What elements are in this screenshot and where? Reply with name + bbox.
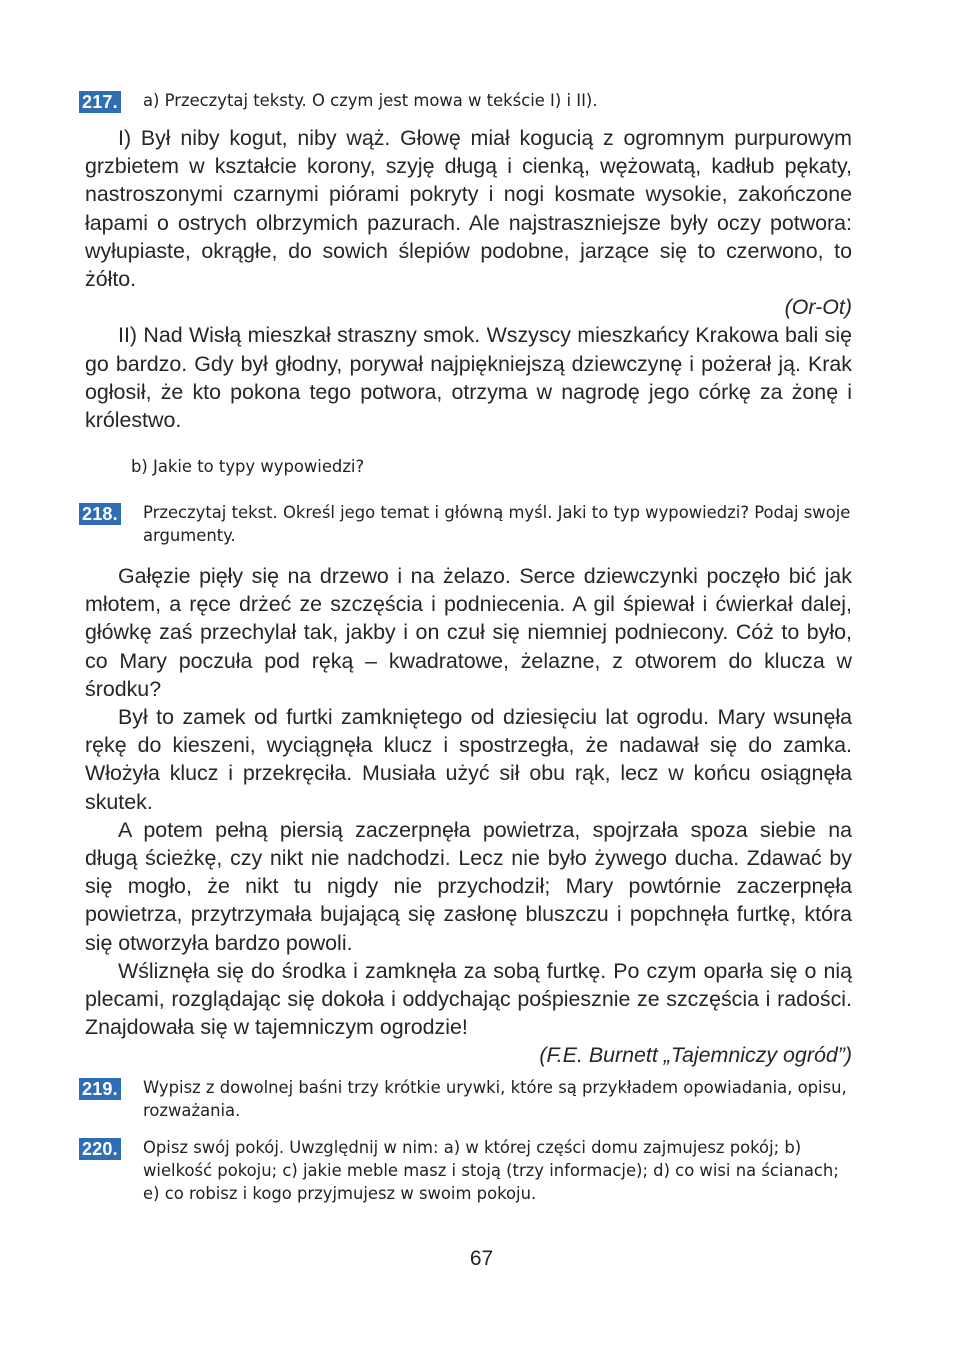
task-instruction: a) Przeczytaj teksty. O czym jest mowa w tekście I) i II). bbox=[143, 91, 598, 110]
paragraph: I) Był niby kogut, niby wąż. Głowę miał kogucią z ogromnym purpurowym grzbietem w kształcie korony, szyję długą i cienką, wężowatą, kadłub pękaty, nastroszonymi czarnymi piórami pokryty i nogi kosmate wysokie, zakończone łapami o ostrych olbrzymich pazurach. Ale najstraszniejsze były oczy potwora: wyłupiaste, okrągłe, do sowich ślepiów podobne, jarzące się to czerwono, to żółto. bbox=[85, 126, 852, 292]
task-instruction: b) Jakie to typy wypowiedzi? bbox=[131, 457, 365, 476]
task-instruction: Przeczytaj tekst. Określ jego temat i główną myśl. Jaki to typ wypowiedzi? Podaj swoje argumenty. bbox=[143, 503, 851, 545]
source-citation: (Or-Ot) bbox=[784, 295, 852, 320]
task-instruction: Opisz swój pokój. Uwzględnij w nim: a) w której części domu zajmujesz pokój; b) wielkość pokoju; c) jakie meble masz i stoją (trzy informacje); d) co wisi na ścianach; e) co robisz i kogo przyjmujesz w swoim pokoju. bbox=[143, 1138, 839, 1203]
task-number-badge: 218. bbox=[79, 503, 121, 525]
task-220 bbox=[79, 1136, 854, 1205]
task-instruction: Wypisz z dowolnej baśni trzy krótkie urywki, które są przykładem opowiadania, opisu, rozważania. bbox=[143, 1078, 847, 1120]
source-citation: (F.E. Burnett „Tajemniczy ogród”) bbox=[539, 1043, 852, 1068]
task-218-header bbox=[79, 501, 854, 547]
text-passage-2 bbox=[85, 562, 852, 1070]
paragraph: Był to zamek od furtki zamkniętego od dziesięciu lat ogrodu. Mary wsunęła rękę do kieszeni, wyciągnęła klucz i spostrzegła, że nadawał się do zamka. Włożyła klucz i przekręciła. Musiała użyć sił obu rąk, lecz w końcu osiągnęła skutek. bbox=[85, 705, 852, 814]
paragraph: II) Nad Wisłą mieszkał straszny smok. Wszyscy mieszkańcy Krakowa bali się go bardzo. Gdy był głodny, porywał najpiękniejszą dziewczynę i pożerał ją. Krak ogłosił, że kto pokona tego potwora, otrzyma w nagrodę jego córkę za żonę i królestwo. bbox=[85, 323, 852, 433]
paragraph: A potem pełną piersią zaczerpnęła powietrza, spojrzała spoza siebie na długą ścieżkę, czy nikt nie nadchodzi. Lecz nie było żywego ducha. Zdawać by się mogło, że nikt tu nigdy nie przychodził; Mary powtórnie zaczerpnęła powietrza, przytrzymała bujającą się zasłonę bluszczu i popchnęła furtkę, która się otworzyła bardzo powoli. bbox=[85, 817, 852, 955]
task-219 bbox=[79, 1076, 854, 1122]
paragraph: Wśliznęła się do środka i zamknęła za sobą furtkę. Po czym oparła się o nią plecami, rozglądając się dokoła i oddychając pośpiesznie ze szczęścia i radości. Znajdowała się w tajemniczym ogrodzie! bbox=[85, 958, 852, 1040]
task-217-subquestion bbox=[79, 455, 854, 478]
task-number-badge: 217. bbox=[79, 91, 121, 113]
task-number-badge: 219. bbox=[79, 1078, 121, 1100]
task-number-badge: 220. bbox=[79, 1138, 121, 1160]
page-number: 67 bbox=[469, 1247, 494, 1270]
paragraph: Gałęzie pięły się na drzewo i na żelazo. Serce dziewczynki poczęło bić jak młotem, a ręce drżeć ze szczęścia i podniecenia. A gil śpiewał i ćwierkał dalej, główkę zaś przechylał tak, jakby i on czuł się niemniej podniecony. Cóż to było, co Mary poczuła pod ręką – kwadratowe, żelazne, z otworem do klucza w środku? bbox=[85, 564, 852, 701]
text-passage-1 bbox=[85, 124, 852, 434]
task-217-header bbox=[79, 89, 854, 112]
